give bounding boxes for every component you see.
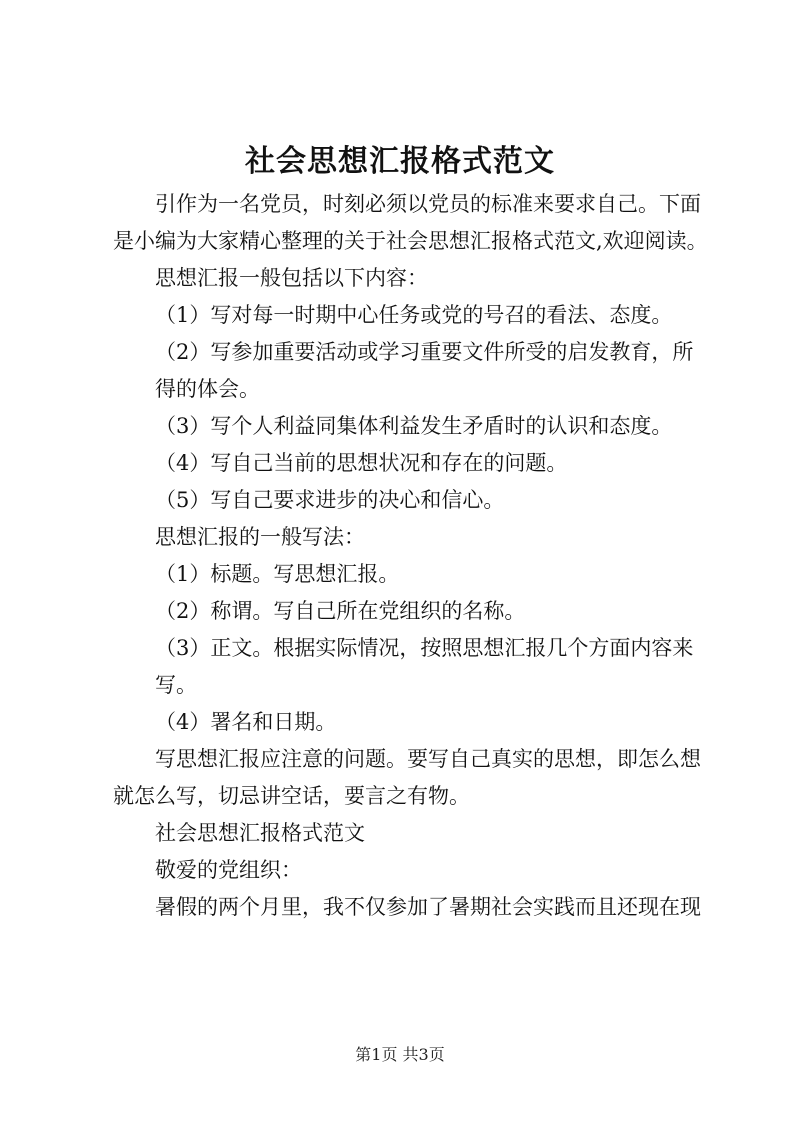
list-item: （5）写自己要求进步的决心和信心。 <box>155 488 505 512</box>
page-number: 第1页 共3页 <box>355 1045 445 1064</box>
list-item: （1）写对每一时期中心任务或党的号召的看法、态度。 <box>155 303 673 327</box>
paragraph-notes: 写思想汇报应注意的问题。要写自己真实的思想，即怎么想就怎么写，切忌讲空话，要言之有物。 <box>113 747 701 808</box>
list-item: （2）称谓。写自己所在党组织的名称。 <box>155 599 526 623</box>
paragraph-salutation: 敬爱的党组织： <box>155 858 302 882</box>
paragraph-method-heading: 思想汇报的一般写法： <box>155 525 365 549</box>
list-item: （1）标题。写思想汇报。 <box>155 562 400 586</box>
list-item: （4）署名和日期。 <box>155 710 337 734</box>
list-item: （3）正文。根据实际情况，按照思想汇报几个方面内容来写。 <box>155 636 694 697</box>
list-item: （2）写参加重要活动或学习重要文件所受的启发教育，所得的体会。 <box>155 340 694 401</box>
document-body <box>113 186 710 926</box>
list-item: （4）写自己当前的思想状况和存在的问题。 <box>155 451 568 475</box>
list-item: （3）写个人利益同集体利益发生矛盾时的认识和态度。 <box>155 414 673 438</box>
document-title: 社会思想汇报格式范文 <box>245 144 555 179</box>
paragraph-body-start: 暑假的两个月里，我不仅参加了暑期社会实践而且还现在现 <box>155 895 701 919</box>
paragraph-contents-heading: 思想汇报一般包括以下内容： <box>155 266 428 290</box>
paragraph-intro: 引作为一名党员，时刻必须以党员的标准来要求自己。下面是小编为大家精心整理的关于社会思想汇报格式范文,欢迎阅读。 <box>113 192 708 253</box>
paragraph-sample-title: 社会思想汇报格式范文 <box>155 821 365 845</box>
